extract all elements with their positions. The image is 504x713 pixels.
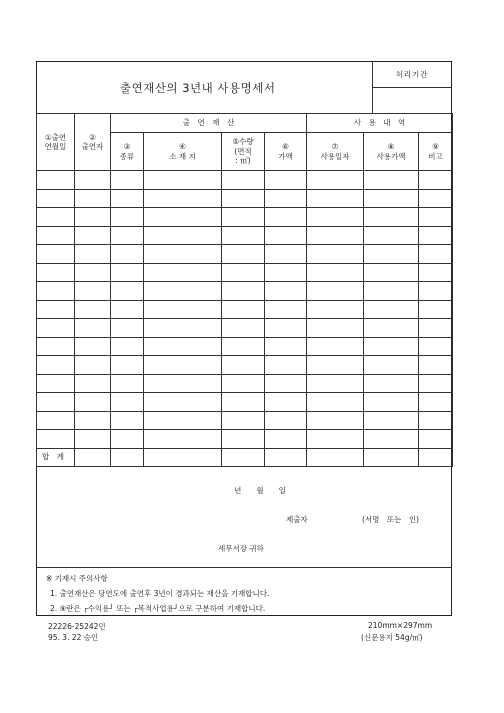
table-cell[interactable] <box>75 374 111 393</box>
header-remarks: ⑨ 비고 <box>419 133 453 171</box>
addressee: 세무서장 귀하 <box>218 544 264 553</box>
table-cell[interactable] <box>419 411 453 430</box>
table-cell[interactable] <box>307 356 364 375</box>
table-cell[interactable] <box>419 300 453 319</box>
table-cell[interactable] <box>111 319 144 338</box>
table-cell[interactable] <box>144 282 222 301</box>
table-cell[interactable] <box>222 337 265 356</box>
table-cell[interactable] <box>75 356 111 375</box>
submitter-label: 제출자 <box>286 515 308 524</box>
table-cell[interactable] <box>75 319 111 338</box>
table-cell[interactable] <box>144 208 222 227</box>
table-cell[interactable] <box>307 208 364 227</box>
table-cell[interactable] <box>419 208 453 227</box>
header-donation-date: ①출연 연월일 <box>37 114 75 171</box>
table-cell[interactable] <box>265 300 307 319</box>
table-row <box>37 300 453 319</box>
table-cell[interactable] <box>75 208 111 227</box>
table-cell[interactable] <box>222 411 265 430</box>
table-cell[interactable] <box>364 337 419 356</box>
table-cell[interactable] <box>364 245 419 264</box>
table-cell[interactable] <box>265 374 307 393</box>
table-cell[interactable] <box>75 245 111 264</box>
table-cell[interactable] <box>265 282 307 301</box>
table-cell[interactable] <box>222 374 265 393</box>
table-cell[interactable] <box>265 263 307 282</box>
table-cell[interactable] <box>37 319 75 338</box>
table-cell[interactable] <box>222 245 265 264</box>
table-cell[interactable] <box>265 337 307 356</box>
table-cell[interactable] <box>222 171 265 190</box>
header-donor: ② 출연자 <box>75 114 111 171</box>
table-cell[interactable] <box>144 226 222 245</box>
property-table <box>36 113 453 467</box>
table-cell[interactable] <box>111 226 144 245</box>
processing-period-label: 처리기간 <box>395 70 429 79</box>
table-cell[interactable] <box>307 282 364 301</box>
table-cell[interactable] <box>37 300 75 319</box>
paper-type: (신문용지 54g/㎡) <box>361 633 423 642</box>
date-line[interactable]: 년 월 일 <box>234 486 286 495</box>
table-cell[interactable] <box>364 319 419 338</box>
table-cell[interactable] <box>265 319 307 338</box>
table-cell[interactable] <box>364 356 419 375</box>
table-cell[interactable] <box>265 189 307 208</box>
table-row <box>37 411 453 430</box>
table-cell[interactable] <box>75 263 111 282</box>
table-cell[interactable] <box>144 319 222 338</box>
table-cell[interactable] <box>75 189 111 208</box>
table-cell[interactable] <box>364 171 419 190</box>
table-cell[interactable] <box>37 189 75 208</box>
table-cell[interactable] <box>75 393 111 412</box>
table-cell[interactable] <box>222 208 265 227</box>
table-cell[interactable] <box>37 356 75 375</box>
table-cell[interactable] <box>37 337 75 356</box>
table-cell[interactable] <box>144 411 222 430</box>
table-cell[interactable] <box>419 263 453 282</box>
table-cell[interactable] <box>222 263 265 282</box>
table-cell[interactable] <box>111 245 144 264</box>
table-cell[interactable] <box>37 374 75 393</box>
table-cell[interactable] <box>419 282 453 301</box>
table-cell[interactable] <box>364 430 419 449</box>
table-cell[interactable] <box>111 356 144 375</box>
table-cell[interactable] <box>111 263 144 282</box>
table-row <box>37 356 453 375</box>
table-cell[interactable] <box>144 300 222 319</box>
table-cell[interactable] <box>144 171 222 190</box>
table-cell[interactable] <box>75 300 111 319</box>
table-row <box>37 282 453 301</box>
total-label: 합 계 <box>37 448 75 466</box>
table-cell[interactable] <box>75 337 111 356</box>
table-cell[interactable] <box>419 374 453 393</box>
table-cell[interactable] <box>144 356 222 375</box>
table-cell[interactable] <box>265 171 307 190</box>
header-value: ⑥ 가액 <box>265 133 307 171</box>
table-cell[interactable] <box>364 300 419 319</box>
total-cell[interactable] <box>419 448 453 466</box>
table-cell[interactable] <box>419 226 453 245</box>
notes-item-1: 1. 출연재산은 당연도에 출연후 3년이 경과되는 재산을 기재합니다. <box>50 589 270 598</box>
table-row <box>37 430 453 449</box>
table-cell[interactable] <box>364 263 419 282</box>
table-cell[interactable] <box>222 356 265 375</box>
table-row <box>37 245 453 264</box>
table-row <box>37 374 453 393</box>
table-cell[interactable] <box>222 393 265 412</box>
table-cell[interactable] <box>37 430 75 449</box>
table-cell[interactable] <box>222 300 265 319</box>
table-cell[interactable] <box>307 411 364 430</box>
table-cell[interactable] <box>419 245 453 264</box>
form-code: 22226-25242민 <box>48 622 106 631</box>
table-cell[interactable] <box>75 282 111 301</box>
table-cell[interactable] <box>419 337 453 356</box>
table-cell[interactable] <box>222 282 265 301</box>
table-cell[interactable] <box>307 337 364 356</box>
table-cell[interactable] <box>307 319 364 338</box>
total-cell[interactable] <box>144 448 222 466</box>
table-cell[interactable] <box>144 189 222 208</box>
header-location: ④ 소 재 지 <box>144 133 222 171</box>
signature-note[interactable]: (서명 또는 인) <box>362 515 420 524</box>
table-cell[interactable] <box>419 356 453 375</box>
table-cell[interactable] <box>265 208 307 227</box>
table-cell[interactable] <box>364 282 419 301</box>
table-cell[interactable] <box>75 411 111 430</box>
table-cell[interactable] <box>307 245 364 264</box>
table-cell[interactable] <box>111 337 144 356</box>
table-cell[interactable] <box>37 245 75 264</box>
table-cell[interactable] <box>37 411 75 430</box>
table-cell[interactable] <box>419 319 453 338</box>
header-usage-details: 사 용 내 역 <box>307 114 453 133</box>
total-cell[interactable] <box>222 448 265 466</box>
table-row <box>37 263 453 282</box>
table-cell[interactable] <box>364 393 419 412</box>
table-row <box>37 208 453 227</box>
table-cell[interactable] <box>364 374 419 393</box>
header-use-value: ⑧ 사용가액 <box>364 133 419 171</box>
table-cell[interactable] <box>364 226 419 245</box>
table-cell[interactable] <box>37 263 75 282</box>
table-cell[interactable] <box>144 430 222 449</box>
table-cell[interactable] <box>364 208 419 227</box>
table-cell[interactable] <box>419 430 453 449</box>
table-cell[interactable] <box>111 189 144 208</box>
form-title: 출연재산의 3년내 사용명세서 <box>120 81 276 95</box>
table-cell[interactable] <box>144 245 222 264</box>
table-cell[interactable] <box>144 337 222 356</box>
total-cell[interactable] <box>364 448 419 466</box>
approval-date: 95. 3. 22 승인 <box>48 633 99 642</box>
table-cell[interactable] <box>111 282 144 301</box>
table-cell[interactable] <box>265 245 307 264</box>
table-cell[interactable] <box>111 208 144 227</box>
table-cell[interactable] <box>265 393 307 412</box>
table-cell[interactable] <box>307 226 364 245</box>
table-cell[interactable] <box>111 393 144 412</box>
total-cell[interactable] <box>265 448 307 466</box>
table-cell[interactable] <box>144 263 222 282</box>
table-row <box>37 337 453 356</box>
table-row <box>37 171 453 190</box>
table-row <box>37 189 453 208</box>
table-cell[interactable] <box>364 411 419 430</box>
table-cell[interactable] <box>419 189 453 208</box>
table-row <box>37 393 453 412</box>
table-cell[interactable] <box>307 430 364 449</box>
table-cell[interactable] <box>307 189 364 208</box>
header-kind: ③ 종류 <box>111 133 144 171</box>
table-cell[interactable] <box>75 430 111 449</box>
table-cell[interactable] <box>419 393 453 412</box>
table-row <box>37 319 453 338</box>
table-cell[interactable] <box>75 226 111 245</box>
total-cell[interactable] <box>75 448 111 466</box>
notes-item-2: 2. ⑨란은 ┌수익용┘ 또는 ┌목적사업용┘으로 구분하여 기재합니다. <box>50 604 266 613</box>
table-cell[interactable] <box>111 374 144 393</box>
table-cell[interactable] <box>307 300 364 319</box>
paper-size: 210mm×297mm <box>368 621 433 630</box>
table-cell[interactable] <box>265 226 307 245</box>
table-cell[interactable] <box>37 208 75 227</box>
total-cell[interactable] <box>111 448 144 466</box>
header-quantity: ⑤수량 (면적 : ㎡) <box>222 133 265 171</box>
table-cell[interactable] <box>111 171 144 190</box>
table-cell[interactable] <box>265 430 307 449</box>
table-row <box>37 226 453 245</box>
table-cell[interactable] <box>265 356 307 375</box>
table-cell[interactable] <box>307 393 364 412</box>
table-cell[interactable] <box>222 430 265 449</box>
table-cell[interactable] <box>307 263 364 282</box>
table-cell[interactable] <box>144 374 222 393</box>
header-use-date: ⑦ 사용일자 <box>307 133 364 171</box>
table-cell[interactable] <box>419 171 453 190</box>
total-cell[interactable] <box>307 448 364 466</box>
table-cell[interactable] <box>144 393 222 412</box>
table-cell[interactable] <box>222 226 265 245</box>
table-cell[interactable] <box>364 189 419 208</box>
table-cell[interactable] <box>222 189 265 208</box>
table-cell[interactable] <box>75 171 111 190</box>
table-cell[interactable] <box>111 411 144 430</box>
table-cell[interactable] <box>111 430 144 449</box>
table-cell[interactable] <box>37 171 75 190</box>
table-cell[interactable] <box>307 171 364 190</box>
table-cell[interactable] <box>37 282 75 301</box>
table-cell[interactable] <box>37 226 75 245</box>
table-cell[interactable] <box>222 319 265 338</box>
table-cell[interactable] <box>265 411 307 430</box>
table-cell[interactable] <box>111 300 144 319</box>
table-cell[interactable] <box>307 374 364 393</box>
table-cell[interactable] <box>37 393 75 412</box>
header-donated-property: 출 연 재 산 <box>111 114 307 133</box>
notes-heading: ※ 기재시 주의사항 <box>46 574 108 583</box>
